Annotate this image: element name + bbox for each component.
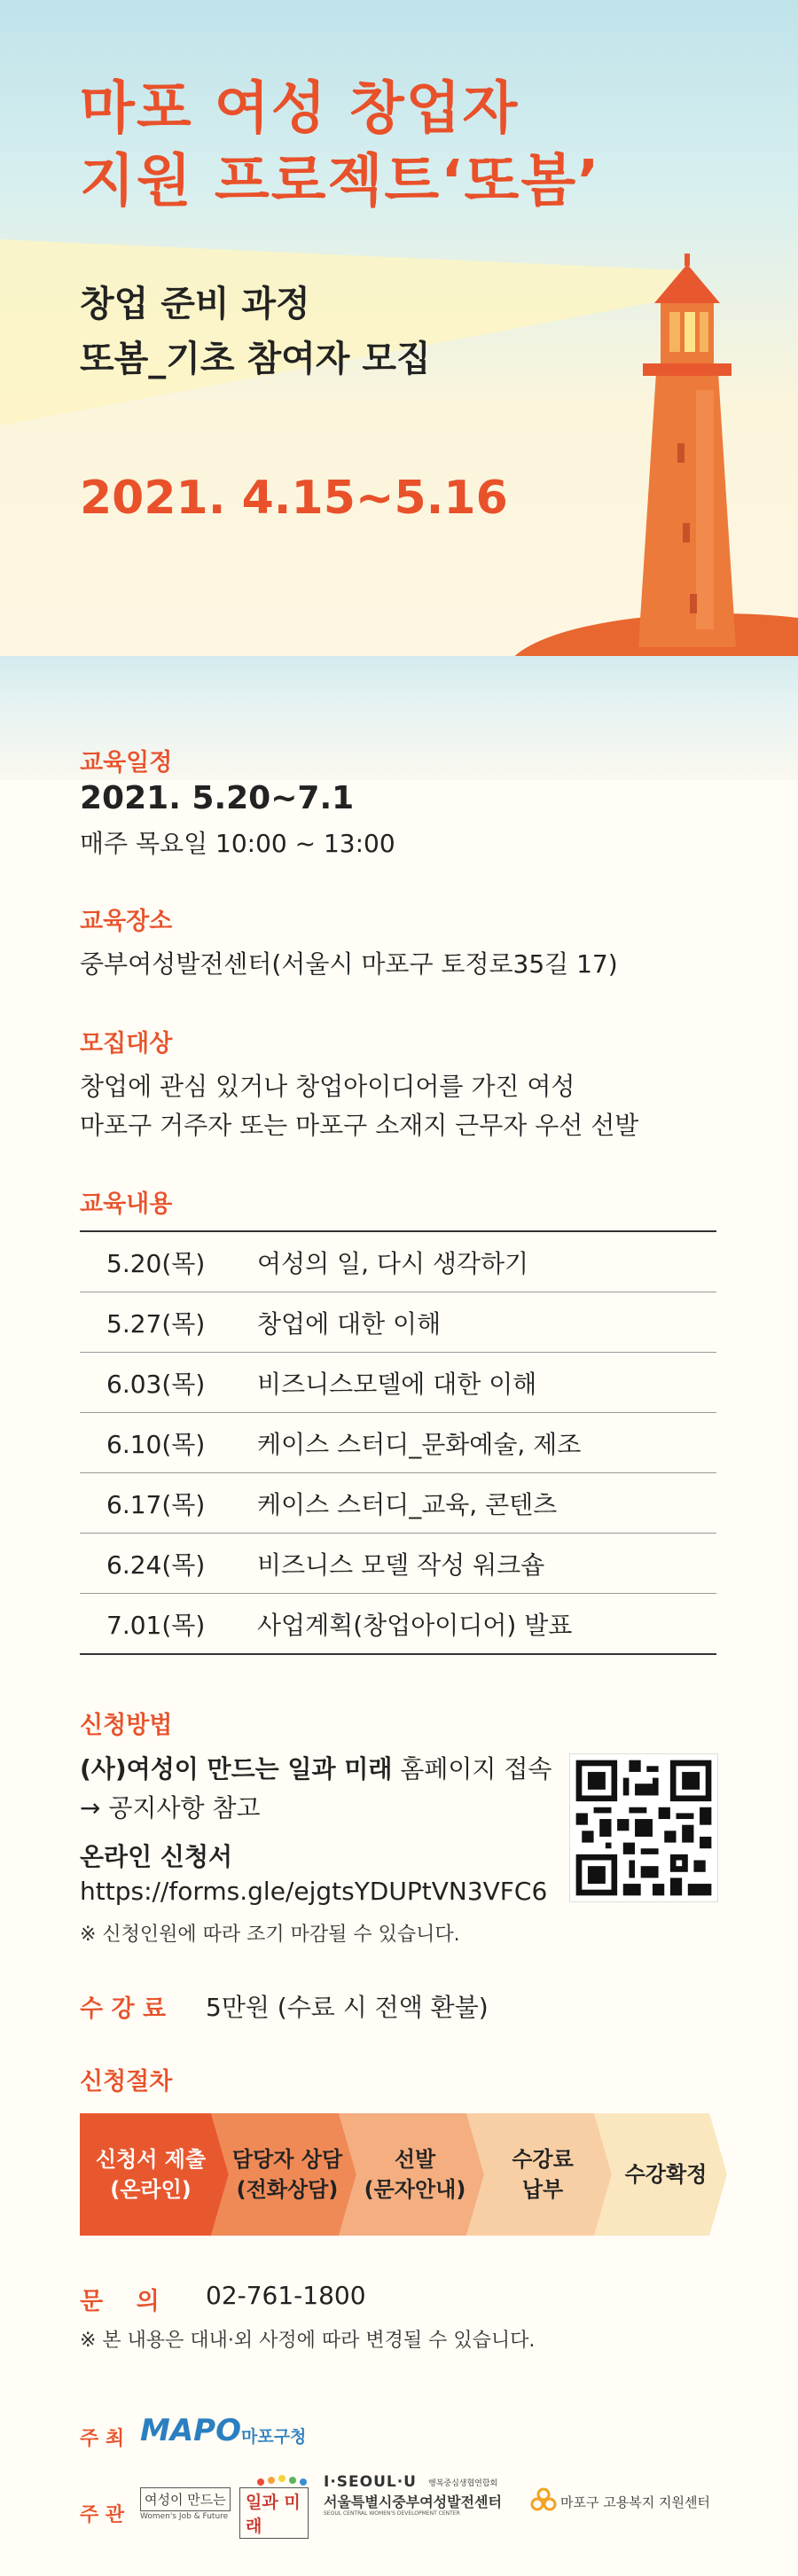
organizer-label: 주 관 [80,2504,125,2526]
apply-line-1-rest: 홈페이지 접속 [392,1754,552,1784]
table-row [80,1594,716,1655]
change-notice: ※ 본 내용은 대내·외 사정에 따라 변경될 수 있습니다. [80,2330,536,2352]
form-url-link[interactable]: https://forms.gle/ejgtsYDUPtVN3VFC6 [80,1877,548,1906]
row-topic: 창업에 대한 이해 [257,1308,442,1339]
schedule-dates: 2021. 5.20~7.1 [80,780,355,816]
contact-phone: 02-761-1800 [206,2281,366,2310]
venue-label: 교육장소 [80,908,173,935]
step-line-1: 수강확정 [624,2162,708,2187]
step-line-1: 수강료 [512,2147,574,2172]
fee-value: 5만원 (수료 시 전액 환불) [206,1993,489,2022]
row-topic: 사업계획(창업아이디어) 발표 [257,1610,573,1640]
step-confirm [605,2113,727,2236]
schedule-time: 매주 목요일 10:00 ~ 13:00 [80,829,395,858]
wjf-text-b: 일과 미래 [239,2487,309,2539]
wjf-text-sub: Women's Job & Future [140,2512,229,2521]
step-select [349,2113,481,2236]
recruit-period: 2021. 4.15~5.16 [80,472,508,525]
hero-banner [0,0,798,674]
table-row [80,1473,716,1534]
subtitle-line-1: 창업 준비 과정 [80,284,310,324]
row-topic: 케이스 스터디_문화예술, 제조 [257,1429,582,1459]
step-submit [80,2113,222,2236]
procedure-label: 신청절차 [80,2068,173,2096]
mapo-office-name: 마포구청 [241,2427,307,2447]
main-title [80,73,601,218]
apply-line-1 [80,1750,552,1785]
host-label: 주 최 [80,2428,125,2450]
procedure-steps [80,2113,727,2236]
flower-icon [530,2487,557,2514]
row-topic: 비즈니스 모델 작성 워크숍 [257,1550,545,1580]
schedule-label: 교육일정 [80,749,173,777]
target-label: 모집대상 [80,1030,173,1058]
seoul-center-name: 서울특별시중부여성발전센터 [324,2494,502,2510]
wjf-text-a: 여성이 만드는 [140,2487,231,2511]
step-line-2: 납부 [521,2177,564,2202]
subtitle [80,277,431,386]
contact-label: 문 의 [80,2288,160,2315]
row-topic: 케이스 스터디_교육, 콘텐츠 [257,1489,558,1519]
row-date: 5.20(목) [106,1248,206,1278]
fee-label: 수 강 료 [80,1995,167,2023]
curriculum-table [80,1230,716,1655]
apply-line-2: → 공지사항 참고 [80,1793,261,1823]
row-date: 6.17(목) [106,1489,206,1519]
row-date: 7.01(목) [106,1610,206,1640]
table-row [80,1534,716,1594]
step-consult [222,2113,353,2236]
row-topic: 여성의 일, 다시 생각하기 [257,1248,529,1278]
title-line-1: 마포 여성 창업자 [80,76,520,142]
mapo-logo: MAPO [140,2413,241,2448]
row-date: 5.27(목) [106,1308,206,1339]
apply-notice: ※ 신청인원에 따라 조기 마감될 수 있습니다. [80,1924,460,1946]
qr-code[interactable] [569,1753,718,1902]
coop-text: 행복중심생협연합회 [428,2479,498,2488]
lighthouse-illustration [514,239,798,674]
row-topic: 비즈니스모델에 대한 이해 [257,1369,537,1399]
target-line-2: 마포구 거주자 또는 마포구 소재지 근무자 우선 선발 [80,1111,639,1140]
step-line-1: 담당자 상담 [231,2147,343,2172]
table-row [80,1413,716,1473]
wjf-logo [140,2473,309,2536]
seoul-center-en: SEOUL CENTRAL WOMEN'S DEVELOPMENT CENTER [324,2510,460,2517]
step-payment [477,2113,608,2236]
seoul-center-logo [324,2473,519,2526]
curriculum-label: 교육내용 [80,1190,173,1218]
mapo-employment-name: 마포구 고용복지 지원센터 [560,2494,710,2510]
dots-graphic [255,2473,309,2487]
row-date: 6.24(목) [106,1550,206,1580]
apply-label: 신청방법 [80,1712,173,1739]
row-date: 6.10(목) [106,1429,206,1459]
title-line-2: 지원 프로젝트‘또봄’ [80,149,601,215]
step-line-2: (전화상담) [236,2177,339,2202]
row-date: 6.03(목) [106,1369,206,1399]
target-line-1: 창업에 관심 있거나 창업아이디어를 가진 여성 [80,1072,575,1101]
step-line-1: 선발 [394,2147,436,2172]
table-row [80,1292,716,1353]
venue-value: 중부여성발전센터(서울시 마포구 토정로35길 17) [80,949,618,979]
step-line-1: 신청서 제출 [95,2147,207,2172]
subtitle-line-2: 또봄_기초 참여자 모집 [80,339,431,379]
iseoulu-text: I·SEOUL·U [324,2473,417,2491]
step-line-2: (문자안내) [364,2177,466,2202]
mapo-employment-logo [530,2487,725,2516]
table-row [80,1353,716,1413]
step-line-2: (온라인) [110,2177,192,2202]
online-form-label: 온라인 신청서 [80,1842,233,1871]
org-name: (사)여성이 만드는 일과 미래 [80,1754,393,1784]
table-row [80,1232,716,1292]
